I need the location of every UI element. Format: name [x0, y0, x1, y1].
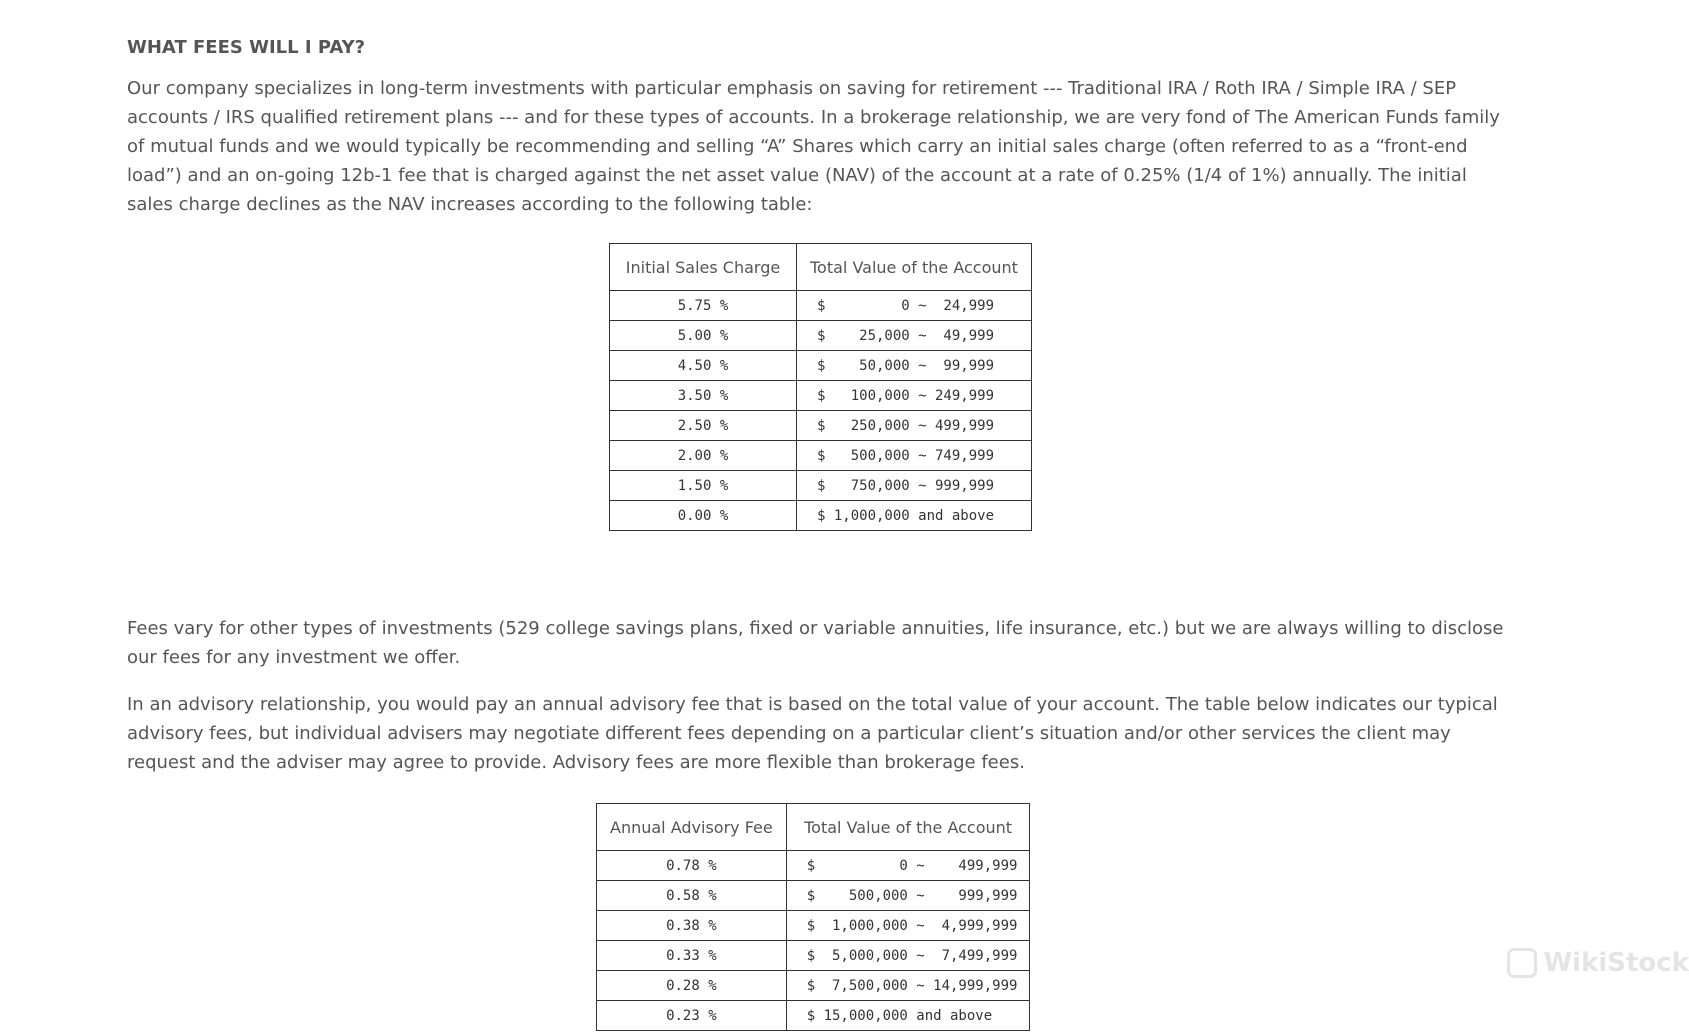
range-cell: $ 7,500,000 ~ 14,999,999 — [786, 971, 1030, 1001]
range-cell: $ 15,000,000 and above — [786, 1001, 1030, 1031]
range-cell: $ 1,000,000 ~ 4,999,999 — [786, 911, 1030, 941]
table-row — [597, 941, 1030, 971]
range-cell: $ 1,000,000 and above — [797, 501, 1032, 531]
table-row — [610, 471, 1032, 501]
table-row — [597, 1001, 1030, 1031]
watermark-text: WikiStock — [1543, 948, 1689, 978]
rate-cell: 0.00 % — [610, 501, 797, 531]
rate-cell: 0.28 % — [597, 971, 787, 1001]
rate-cell: 0.33 % — [597, 941, 787, 971]
rate-cell: 5.75 % — [610, 291, 797, 321]
range-cell: $ 500,000 ~ 999,999 — [786, 881, 1030, 911]
table-row — [610, 441, 1032, 471]
column-header: Total Value of the Account — [786, 804, 1030, 851]
range-cell: $ 100,000 ~ 249,999 — [797, 381, 1032, 411]
range-cell: $ 5,000,000 ~ 7,499,999 — [786, 941, 1030, 971]
rate-cell: 1.50 % — [610, 471, 797, 501]
range-cell: $ 0 ~ 499,999 — [786, 851, 1030, 881]
table-header-row — [610, 244, 1032, 291]
table-header-row — [597, 804, 1030, 851]
table-row — [610, 291, 1032, 321]
table-row — [597, 881, 1030, 911]
advisory-paragraph: In an advisory relationship, you would pay an annual advisory fee that is based on the total value of your account. The table below indicates our typical advisory fees, but individual advisers may negotiate different fees depending on a particular client’s situation and/or other services the client may request and the adviser may agree to provide. Advisory fees are more flexible than brokerage fees. — [127, 694, 1498, 773]
range-cell: $ 25,000 ~ 49,999 — [797, 321, 1032, 351]
watermark-logo-icon — [1507, 948, 1537, 978]
table-row — [610, 411, 1032, 441]
column-header: Total Value of the Account — [797, 244, 1032, 291]
column-header: Initial Sales Charge — [610, 244, 797, 291]
table-row — [610, 501, 1032, 531]
watermark — [1507, 948, 1689, 978]
table-row — [597, 911, 1030, 941]
rate-cell: 0.23 % — [597, 1001, 787, 1031]
range-cell: $ 250,000 ~ 499,999 — [797, 411, 1032, 441]
range-cell: $ 50,000 ~ 99,999 — [797, 351, 1032, 381]
table-row — [610, 321, 1032, 351]
advisory-fee-table — [596, 803, 1030, 1031]
table-row — [597, 851, 1030, 881]
table-row — [610, 381, 1032, 411]
range-cell: $ 0 ~ 24,999 — [797, 291, 1032, 321]
rate-cell: 0.78 % — [597, 851, 787, 881]
rate-cell: 0.38 % — [597, 911, 787, 941]
rate-cell: 0.58 % — [597, 881, 787, 911]
rate-cell: 3.50 % — [610, 381, 797, 411]
section-heading: WHAT FEES WILL I PAY? — [127, 37, 366, 58]
rate-cell: 2.00 % — [610, 441, 797, 471]
table-row — [597, 971, 1030, 1001]
range-cell: $ 750,000 ~ 999,999 — [797, 471, 1032, 501]
range-cell: $ 500,000 ~ 749,999 — [797, 441, 1032, 471]
intro-paragraph: Our company specializes in long-term investments with particular emphasis on saving for retirement --- Traditional IRA / Roth IRA / Simple IRA / SEP accounts / IRS qualified retirement plans --- and for these types of accounts. In a brokerage relationship, we are very fond of The American Funds family of mutual funds and we would typically be recommending and selling “A” Shares which carry an initial sales charge (often referred to as a “front-end load”) and an on-going 12b-1 fee that is charged against the net asset value (NAV) of the account at a rate of 0.25% (1/4 of 1%) annually. The initial sales charge declines as the NAV increases according to the following table: — [127, 78, 1500, 215]
column-header: Annual Advisory Fee — [597, 804, 787, 851]
rate-cell: 2.50 % — [610, 411, 797, 441]
rate-cell: 4.50 % — [610, 351, 797, 381]
other-fees-paragraph: Fees vary for other types of investments (529 college savings plans, fixed or variable annuities, life insurance, etc.) but we are always willing to disclose our fees for any investment we offer. — [127, 618, 1504, 668]
table-row — [610, 351, 1032, 381]
sales-charge-table — [609, 243, 1032, 531]
rate-cell: 5.00 % — [610, 321, 797, 351]
